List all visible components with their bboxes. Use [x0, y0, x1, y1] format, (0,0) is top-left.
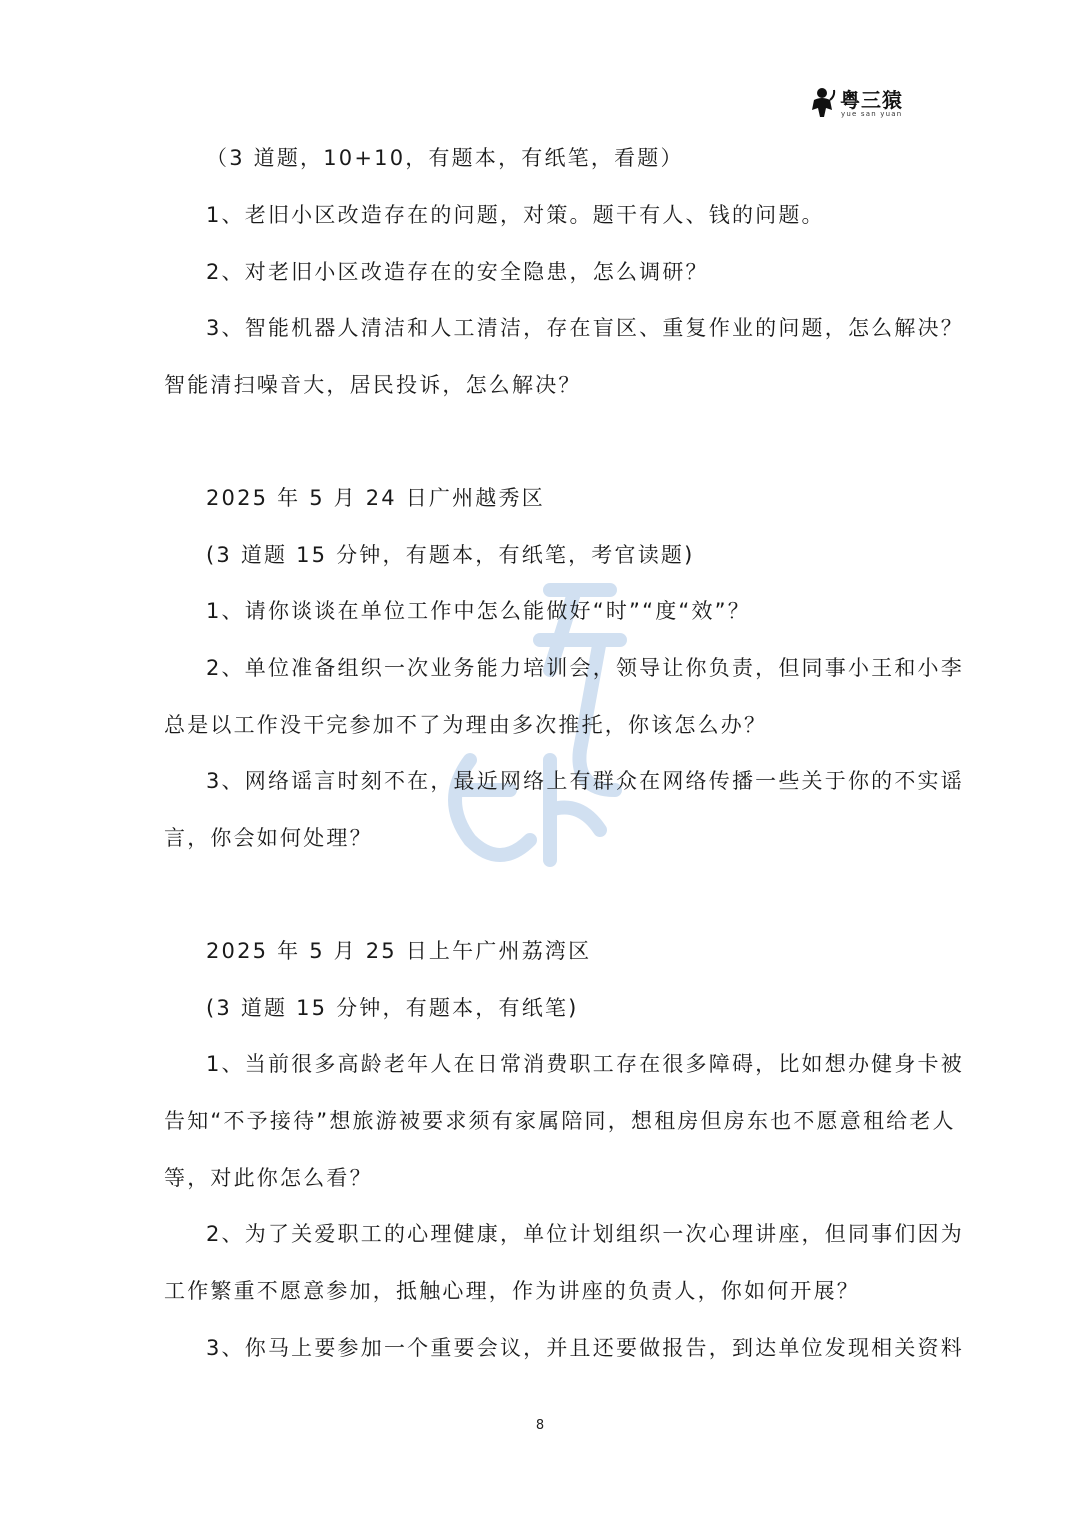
- text-line: (3 道题 15 分钟，有题本，有纸笔): [206, 996, 579, 1020]
- text-line: 3、你马上要参加一个重要会议，并且还要做报告，到达单位发现相关资料: [206, 1336, 964, 1360]
- text-line: 工作繁重不愿意参加，抵触心理，作为讲座的负责人，你如何开展？: [164, 1279, 860, 1303]
- section-heading: 2025 年 5 月 25 日上午广州荔湾区: [206, 939, 592, 963]
- text-line: 等，对此你怎么看？: [164, 1166, 373, 1190]
- logo-text-en: yue san yuan: [841, 110, 903, 118]
- section-heading: 2025 年 5 月 24 日广州越秀区: [206, 486, 545, 510]
- text-line: 2、为了关爱职工的心理健康，单位计划组织一次心理讲座，但同事们因为: [206, 1222, 964, 1246]
- text-line: 智能清扫噪音大，居民投诉，怎么解决？: [164, 373, 582, 397]
- text-line: 告知“不予接待”想旅游被要求须有家属陪同，想租房但房东也不愿意租给老人: [164, 1109, 956, 1133]
- text-line: 1、老旧小区改造存在的问题，对策。题干有人、钱的问题。: [206, 203, 825, 227]
- text-line: 1、当前很多高龄老年人在日常消费职工存在很多障碍，比如想办健身卡被: [206, 1052, 964, 1076]
- text-line: 2、单位准备组织一次业务能力培训会，领导让你负责，但同事小王和小李: [206, 656, 964, 680]
- text-line: 言，你会如何处理？: [164, 826, 373, 850]
- text-line: 2、对老旧小区改造存在的安全隐患，怎么调研？: [206, 260, 709, 284]
- text-line: （3 道题，10+10，有题本，有纸笔，看题）: [206, 146, 684, 170]
- text-line: (3 道题 15 分钟，有题本，有纸笔，考官读题): [206, 543, 695, 567]
- text-line: 3、智能机器人清洁和人工清洁，存在盲区、重复作业的问题，怎么解决？: [206, 316, 964, 340]
- logo-text-cn: 粤三猿: [840, 88, 903, 112]
- text-line: 1、请你谈谈在单位工作中怎么能做好“时”“度“效”？: [206, 599, 751, 623]
- text-line: 3、网络谣言时刻不在，最近网络上有群众在网络传播一些关于你的不实谣: [206, 769, 964, 793]
- text-line: 总是以工作没干完参加不了为理由多次推托，你该怎么办？: [164, 713, 768, 737]
- page-number: 8: [535, 1418, 545, 1433]
